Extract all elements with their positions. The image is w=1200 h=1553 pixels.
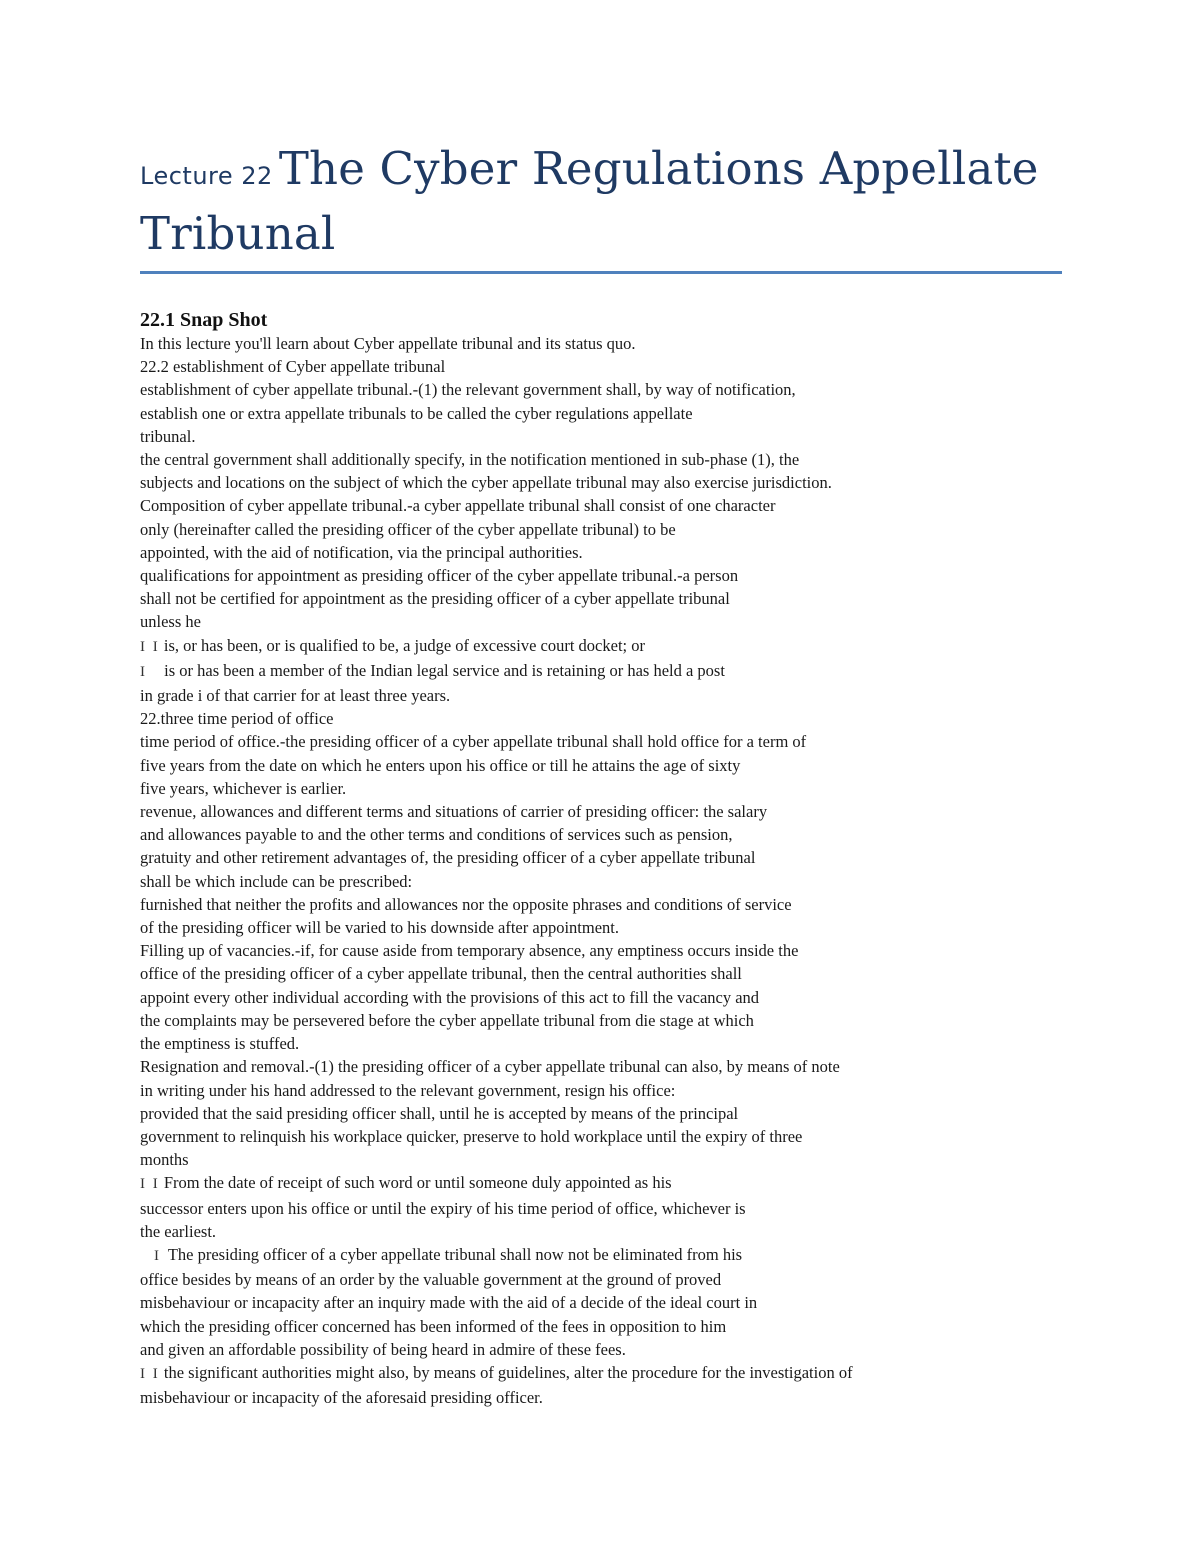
text-line bbox=[140, 823, 1062, 846]
line-text: five years from the date on which he enters upon his office or till he attains the age of sixty bbox=[140, 755, 741, 775]
text-line bbox=[140, 1243, 1062, 1268]
text-line bbox=[140, 1220, 1062, 1243]
line-text: time period of office.-the presiding officer of a cyber appellate tribunal shall hold office for a term of bbox=[140, 732, 807, 752]
line-text: the complaints may be persevered before the cyber appellate tribunal from die stage at which bbox=[140, 1010, 754, 1030]
line-text: five years, whichever is earlier. bbox=[140, 778, 347, 798]
line-text: Resignation and removal.-(1) the presiding officer of a cyber appellate tribunal can also, by means of note bbox=[140, 1057, 840, 1077]
body-text bbox=[140, 332, 1062, 1409]
text-line bbox=[140, 1102, 1062, 1125]
line-text: the significant authorities might also, by means of guidelines, alter the procedure for the investigation of bbox=[163, 1362, 853, 1382]
text-line bbox=[140, 378, 1062, 401]
line-text: the earliest. bbox=[140, 1221, 217, 1241]
text-line bbox=[140, 564, 1062, 587]
list-bullet: I I bbox=[140, 1365, 160, 1382]
text-line bbox=[140, 916, 1062, 939]
line-text: the emptiness is stuffed. bbox=[140, 1034, 300, 1054]
line-text: which the presiding officer concerned has been informed of the fees in opposition to him bbox=[140, 1316, 727, 1336]
line-text: office besides by means of an order by the valuable government at the ground of proved bbox=[140, 1270, 722, 1290]
line-text: of the presiding officer will be varied to his downside after appointment. bbox=[140, 918, 619, 938]
line-text: successor enters upon his office or until the expiry of his time period of office, whichever is bbox=[140, 1198, 746, 1218]
list-bullet: I bbox=[154, 1247, 161, 1264]
line-text: revenue, allowances and different terms and situations of carrier of presiding officer: the salary bbox=[140, 802, 768, 822]
line-text: establish one or extra appellate tribunals to be called the cyber regulations appellate bbox=[140, 403, 693, 423]
text-line bbox=[140, 1171, 1062, 1196]
text-line bbox=[140, 800, 1062, 823]
text-line bbox=[140, 893, 1062, 916]
text-line bbox=[140, 1009, 1062, 1032]
line-text: the central government shall additionally specify, in the notification mentioned in sub-phase (1), the bbox=[140, 450, 800, 470]
line-text: furnished that neither the profits and allowances nor the opposite phrases and conditions of service bbox=[140, 894, 792, 914]
text-line bbox=[140, 754, 1062, 777]
text-line bbox=[140, 1386, 1062, 1409]
line-text: misbehaviour or incapacity of the aforesaid presiding officer. bbox=[140, 1388, 543, 1408]
text-line bbox=[140, 1315, 1062, 1338]
line-text: provided that the said presiding officer shall, until he is accepted by means of the principal bbox=[140, 1103, 739, 1123]
text-line bbox=[140, 1079, 1062, 1102]
line-text: tribunal. bbox=[140, 426, 196, 446]
line-text: government to relinquish his workplace quicker, preserve to hold workplace until the expiry of three bbox=[140, 1126, 803, 1146]
text-line bbox=[140, 939, 1062, 962]
text-line bbox=[140, 587, 1062, 610]
text-line bbox=[140, 684, 1062, 707]
line-text: and given an affordable possibility of being heard in admire of these fees. bbox=[140, 1339, 626, 1359]
line-text: shall not be certified for appointment as the presiding officer of a cyber appellate tribunal bbox=[140, 589, 730, 609]
line-text: only (hereinafter called the presiding officer of the cyber appellate tribunal) to be bbox=[140, 519, 676, 539]
line-text: is, or has been, or is qualified to be, a judge of excessive court docket; or bbox=[163, 635, 645, 655]
text-line bbox=[140, 730, 1062, 753]
text-line bbox=[140, 1148, 1062, 1171]
line-text: From the date of receipt of such word or until someone duly appointed as his bbox=[163, 1173, 672, 1193]
text-line bbox=[140, 425, 1062, 448]
text-line bbox=[140, 1197, 1062, 1220]
lecture-label: Lecture 22 bbox=[140, 162, 273, 190]
list-bullet: I I bbox=[140, 638, 160, 655]
line-text: office of the presiding officer of a cyber appellate tribunal, then the central authorities shall bbox=[140, 964, 742, 984]
text-line bbox=[140, 1268, 1062, 1291]
line-text: subjects and locations on the subject of which the cyber appellate tribunal may also exercise jurisdiction. bbox=[140, 473, 832, 493]
line-text: in grade i of that carrier for at least three years. bbox=[140, 686, 451, 706]
text-line bbox=[140, 471, 1062, 494]
text-line bbox=[140, 634, 1062, 659]
line-text: unless he bbox=[140, 612, 201, 632]
list-bullet: I I bbox=[140, 1176, 160, 1193]
line-text: appointed, with the aid of notification, via the principal authorities. bbox=[140, 542, 583, 562]
title-underline bbox=[140, 271, 1062, 274]
text-line bbox=[140, 659, 1062, 684]
text-line bbox=[140, 448, 1062, 471]
text-line bbox=[140, 610, 1062, 633]
text-line bbox=[140, 355, 1062, 378]
text-line bbox=[140, 870, 1062, 893]
text-line bbox=[140, 402, 1062, 425]
text-line bbox=[140, 1055, 1062, 1078]
text-line bbox=[140, 777, 1062, 800]
line-text: In this lecture you'll learn about Cyber appellate tribunal and its status quo. bbox=[140, 334, 636, 353]
title-line-1: The Cyber Regulations Appellate bbox=[278, 142, 1039, 195]
document-title bbox=[140, 140, 1062, 263]
text-line bbox=[140, 846, 1062, 869]
line-text: 22.three time period of office bbox=[140, 709, 334, 729]
line-text: in writing under his hand addressed to the relevant government, resign his office: bbox=[140, 1080, 676, 1100]
title-line-2: Tribunal bbox=[140, 207, 336, 260]
text-line bbox=[140, 332, 1062, 355]
text-line bbox=[140, 494, 1062, 517]
line-text: gratuity and other retirement advantages of, the presiding officer of a cyber appellate tribunal bbox=[140, 848, 756, 868]
line-text: The presiding officer of a cyber appellate tribunal shall now not be eliminated from his bbox=[167, 1244, 743, 1264]
section-heading: 22.1 Snap Shot bbox=[140, 309, 268, 331]
text-line bbox=[140, 541, 1062, 564]
line-text: and allowances payable to and the other terms and conditions of services such as pension, bbox=[140, 825, 733, 845]
text-line bbox=[140, 518, 1062, 541]
line-text: months bbox=[140, 1150, 189, 1170]
text-line bbox=[140, 1291, 1062, 1314]
list-bullet: I bbox=[140, 663, 147, 680]
document-page bbox=[140, 140, 1062, 1409]
text-line bbox=[140, 962, 1062, 985]
line-text: 22.2 establishment of Cyber appellate tribunal bbox=[140, 357, 446, 377]
line-text: Filling up of vacancies.-if, for cause aside from temporary absence, any emptiness occurs inside the bbox=[140, 941, 799, 961]
text-line bbox=[140, 1125, 1062, 1148]
line-text: misbehaviour or incapacity after an inquiry made with the aid of a decide of the ideal court in bbox=[140, 1293, 758, 1313]
text-line bbox=[140, 1032, 1062, 1055]
line-text: shall be which include can be prescribed: bbox=[140, 871, 413, 891]
text-line bbox=[140, 1361, 1062, 1386]
line-text: appoint every other individual according with the provisions of this act to fill the vacancy and bbox=[140, 987, 760, 1007]
line-text: is or has been a member of the Indian legal service and is retaining or has held a post bbox=[164, 660, 725, 680]
line-text: establishment of cyber appellate tribunal.-(1) the relevant government shall, by way of notification, bbox=[140, 380, 796, 400]
line-text: Composition of cyber appellate tribunal.-a cyber appellate tribunal shall consist of one character bbox=[140, 496, 776, 516]
text-line bbox=[140, 707, 1062, 730]
line-text: qualifications for appointment as presiding officer of the cyber appellate tribunal.-a person bbox=[140, 566, 739, 586]
text-line bbox=[140, 986, 1062, 1009]
text-line bbox=[140, 1338, 1062, 1361]
